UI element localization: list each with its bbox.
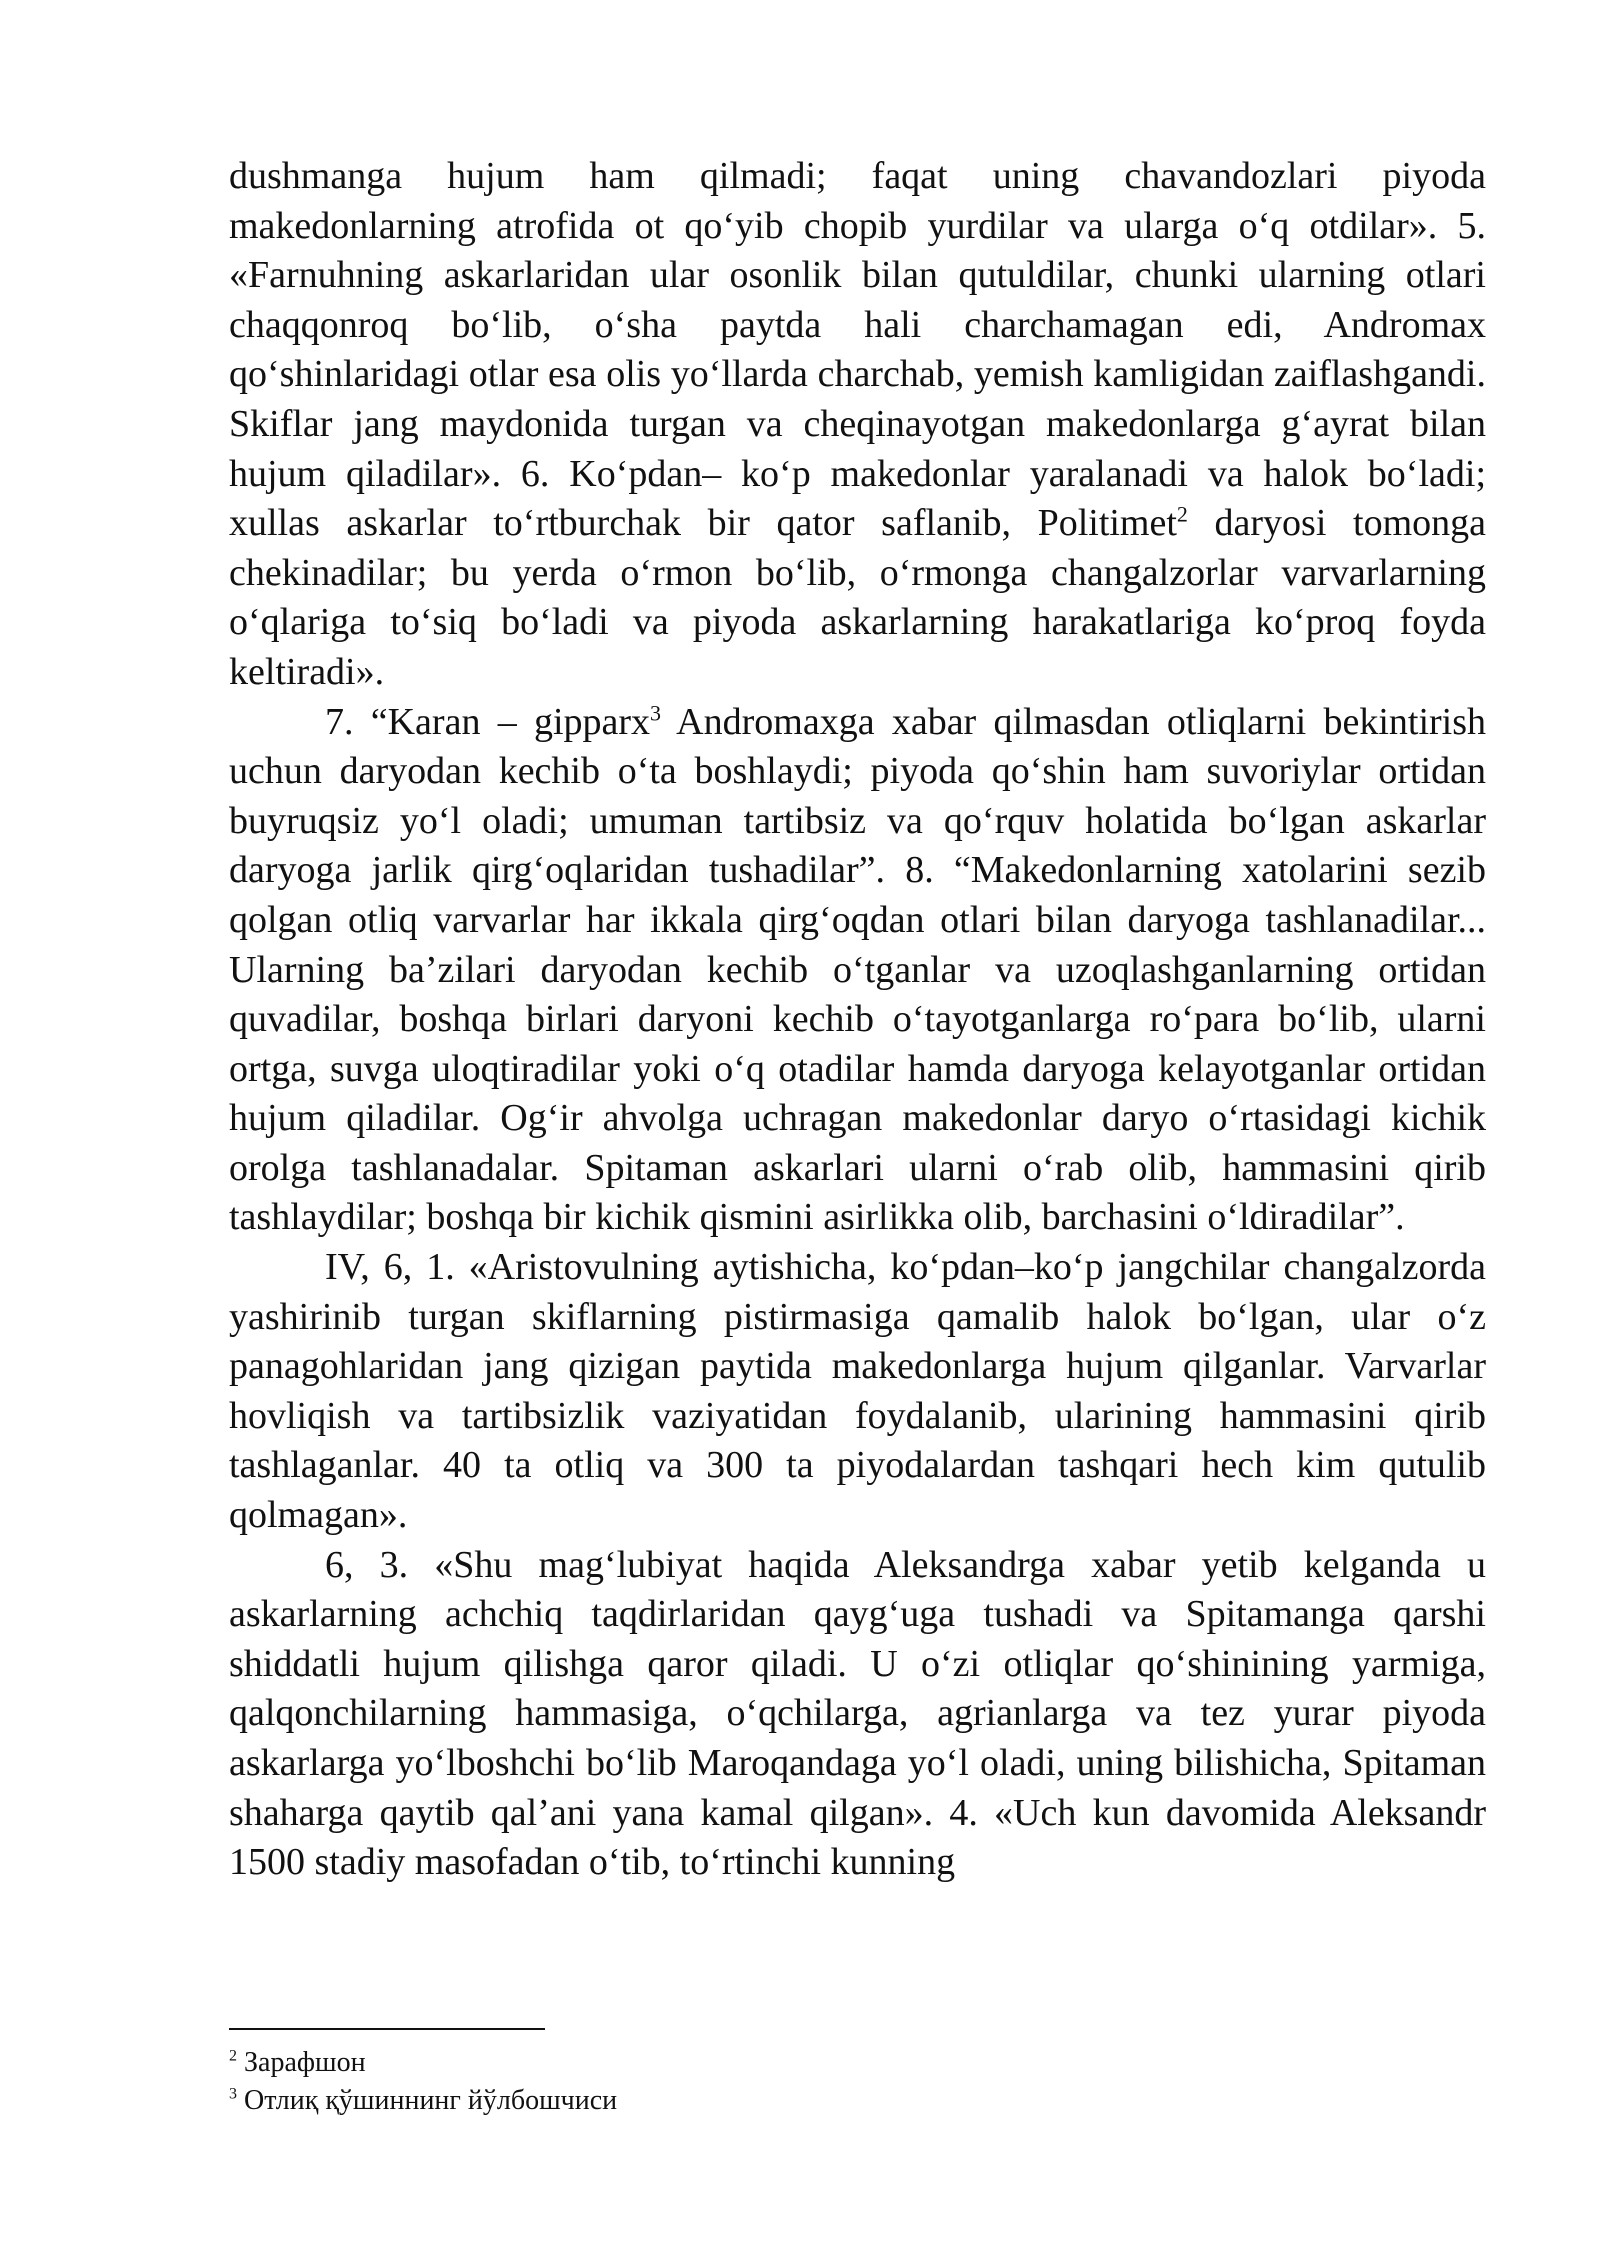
paragraph-2-text: 7. “Karan – gipparx: [325, 700, 651, 743]
footnote-3: [229, 2082, 1486, 2120]
footnote-ref-3[interactable]: 3: [650, 699, 662, 725]
footnote-separator: [229, 2028, 545, 2030]
paragraph-3: IV, 6, 1. «Aristovulning aytishicha, ko‘pdan–ko‘p jangchilar changalzorda yashirinib turgan skiflarning pistirmasiga qamalib halok bo‘lgan, ular o‘z panagohlaridan jang qizigan paytida makedonlarga hujum qilganlar. Varvarlar hovliqish va tartibsizlik vaziyatidan foydalanib, ularining hammasini qirib tashlaganlar. 40 ta otliq va 300 ta piyodalardan tashqari hech kim qutulib qolmagan».: [229, 1246, 1486, 1537]
paragraph-2: [229, 698, 1486, 1244]
paragraph-1-text: dushmanga hujum ham qilmadi; faqat uning chavandozlari piyoda makedonlarning atrofida ot qo‘yib chopib yurdilar va ularga o‘q otdilar». 5. «Farnuhning askarlaridan ular osonlik bilan qutuldilar, chunki ularning otlari chaqqonroq bo‘lib, o‘sha paytda hali charchamagan edi, Andromax qo‘shinlaridagi otlar esa olis yo‘llarda charchab, yemish kamligidan zaiflashgandi. Skiflar jang maydonida turgan va cheqinayotgan makedonlarga g‘ayrat bilan hujum qiladilar». 6. Ko‘pdan– ko‘p makedonlar yaralanadi va halok bo‘ladi; xullas askarlar to‘rtburchak bir qator saflanib, Politimet: [229, 155, 1486, 545]
paragraph-1: [229, 152, 1486, 698]
footnote-2-text: Зарафшон: [237, 2047, 366, 2078]
page-body: [229, 152, 1486, 1888]
footnote-mark-2: 2: [229, 2047, 237, 2065]
paragraph-2-tail: Andromaxga xabar qilmasdan otliqlarni bekintirish uchun daryodan kechib o‘ta boshlaydi; piyoda qo‘shin ham suvoriylar ortidan buyruqsiz yo‘l oladi; umuman tartibsiz va qo‘rquv holatida bo‘lgan askarlar daryoga jarlik qirg‘oqlaridan tushadilar”. 8. “Makedonlarning xatolarini sezib qolgan otliq varvarlar har ikkala qirg‘oqdan otlari bilan daryoga tashlanadilar... Ularning ba’zilari daryodan kechib o‘tganlar va uzoqlashganlarning ortidan quvadilar, boshqa birlari daryoni kechib o‘tayotganlarga ro‘para bo‘lib, ularni ortga, suvga uloqtiradilar yoki o‘q otadilar hamda daryoga kelayotganlar ortidan hujum qiladilar. Og‘ir ahvolga uchragan makedonlar daryo o‘rtasidagi kichik orolga tashlanadalar. Spitaman askarlari ularni o‘rab olib, hammasini qirib tashlaydilar; boshqa bir kichik qismini asirlikka olib, barchasini o‘ldiradilar”.: [229, 700, 1486, 1239]
footnotes-section: [229, 2028, 1486, 2120]
footnote-2: [229, 2044, 1486, 2082]
footnote-ref-2[interactable]: 2: [1176, 501, 1188, 527]
paragraph-4: 6, 3. «Shu mag‘lubiyat haqida Aleksandrga xabar yetib kelganda u askarlarning achchiq taqdirlaridan qayg‘uga tushadi va Spitamanga qarshi shiddatli hujum qilishga qaror qiladi. U o‘zi otliqlar qo‘shinining yarmiga, qalqonchilarning hammasiga, o‘qchilarga, agrianlarga va tez yurar piyoda askarlarga yo‘lboshchi bo‘lib Maroqandaga yo‘l oladi, uning bilishicha, Spitaman shaharga qaytib qal’ani yana kamal qilgan». 4. «Uch kun davomida Aleksandr 1500 stadiy masofadan o‘tib, to‘rtinchi kunning: [229, 1543, 1486, 1884]
footnote-3-text: Отлиқ қўшиннинг йўлбошчиси: [237, 2085, 618, 2116]
paragraph-1-tail: daryosi tomonga chekinadilar; bu yerda o‘rmon bo‘lib, o‘rmonga changalzorlar varvarlarning o‘qlariga to‘siq bo‘ladi va piyoda askarlarning harakatlariga ko‘proq foyda keltiradi».: [229, 502, 1486, 693]
footnote-mark-3: 3: [229, 2085, 237, 2103]
